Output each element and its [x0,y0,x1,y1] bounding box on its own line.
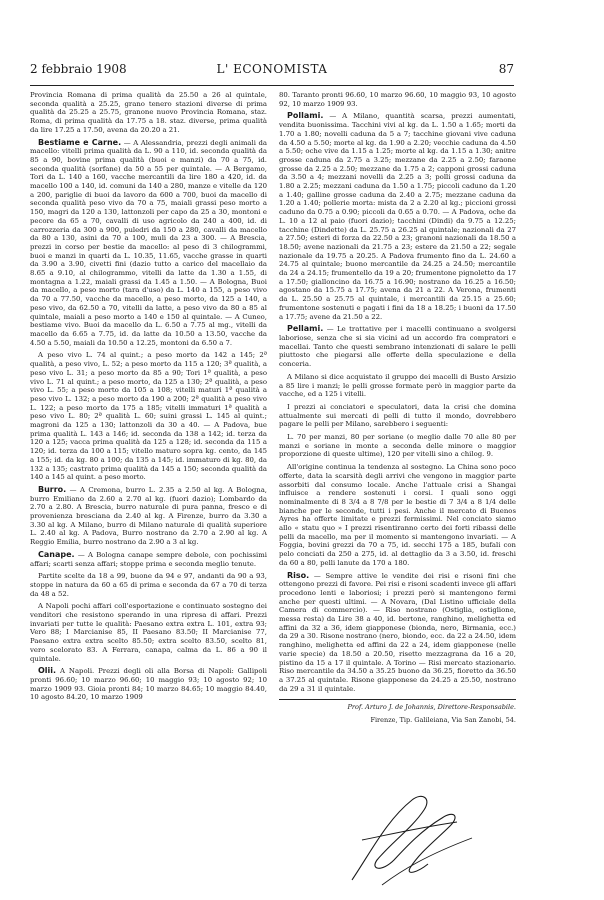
olii-paragraph [30,667,267,702]
pollami-text: — A Milano, quantità scarsa, prezzi aumentati, vendita buonissima. Tacchini vivi al kg. da L. 1.50 a 1.65; morti da 1.70 a 1.80; novelli caduna da 5 a 7; tacchine giovani vive caduna da 4.50 a 5.50; morte al kg. da 1.90 a 2.20; vecchie caduna da 4.50 a 5.50; oche vive da 1.15 a 1.25; morte al kg. da 1.15 a 1.30; anitre grosse caduna da 2.75 a 3.25; mezzane da 2.25 a 2.50; faraone grosse da 2.25 a 2.50; mezzane da 1.75 a 2; capponi grossi caduna da 3.50 a 4; mezzani novelli da 2.25 a 3; polli grossi caduna da 1.80 a 2.25; mezzani caduna da 1.50 a 1.75; piccoli caduno da 1.20 a 1.40; galline grosse caduna da 2.40 a 2.75; mezzane caduna da 1.20 a 1.40; pollerie morta: mista da 2 a 2.20 al kg.; piccioni grossi caduno da 0.75 a 0.90; piccoli da 0.65 a 0.70. — A Padova, oche da L. 10 a 12 al paio (fuori dazio); tacchini (Dindi) da 9.75 a 12.25; tacchine (Dindette) da L. 25.75 a 26.25 al quintale; nazionali da 27 a 27.50; esteri di forza da 22.50 a 23; granoni nazionali da 18.50 a 18.50; avene nazionali da 21.75 a 23; estere da 21.50 a 22; segale nazionale da 19.75 a 20.25. A Padova frumento fino da L. 24.60 a 24.75 al quintale; buono mercantile da 24.25 a 24.50; mercantile da 24 a 24.15; frumentello da 19 a 20; frumentone pignoletto da 17 a 17.50; gialloncino da 16.75 a 16.90; nostrano da 16.25 a 16.50; agostano da 15.75 a 17.75; avena da 21 a 22. A Verona, frumenti da L. 25.50 a 25.75 al quintale, i mercantili da 25.15 a 25.60; frumentone sostenuti e pagati i fini da 18 a 18.25; i buoni da 17.50 a 17.75; avene da 21.50 a 22. [279,112,516,321]
pellami-text: — Le trattative per i macelli continuano a svolgersi laboriose, senza che si sia vicini ad un accordo fra compratori e macellai. Tanto che questi sembrano intenzionati di salare le pelli piuttosto che piegarsi alle offerte della speculazione e della conceria. [279,325,517,369]
pellami-paragraph-2: A Milano si dice acquistato il gruppo dei macelli di Busto Arsizio a 85 lire i manzi; le pelli grosse formate però in maggior parte da vacche, ed a 125 i vitelli. [279,372,516,399]
right-column [279,91,516,729]
riso-paragraph [279,572,516,694]
header-date: 2 febbraio 1908 [30,62,127,76]
canape-text: — A Bologna canape sempre debole, con pochissimi affari; scarti senza affari; stoppe prima e seconda meglio tenute. [30,550,267,568]
pellami-paragraph-3: I prezzi ai conciatori e speculatori, data la crisi che domina attualmente sui mercati di pelli di tutto il mondo, dovrebbero pagare le pelli per Milano, sarebbero i seguenti: [279,402,516,429]
footer [279,699,516,724]
pollami-paragraph [279,112,516,321]
bestiame-text: — A Alessandria, prezzi degli animali da macello: vitelli prima qualità da L. 90 a 110, id. seconda qualità da 85 a 90, bovine prima qualità (buoi e manzi) da 70 a 75, id. seconda qualità (sorfane) da 50 a 55 per quintale. — A Bergamo, Tori da L. 140 a 160, vacche mercantili da lire 180 a 420, id. da macello 100 a 140, id. comuni da 140 a 280, manze e vitelle da 120 a 200, pariglie di buoi da lavoro da 600 a 700, buoi da macello di seconda qualità peso vivo da 70 a 75, maiali grassi peso morto a 150, magri da 120 a 130, lattonzoli per capo da 25 a 30, montoni e pecore da 65 a 70, cavalli di uso agricolo da 240 a 400, id. di carrozzeria da 300 a 900, puledri da 150 a 280, cavalli da macello da 80 a 130, asini da 70 a 100, muli da 23 a 300. — A Brescia, prezzi in corso per bestie da macello: al peso di 3 chilogrammi, buoi e manzi in quarti da L. 10.35, 11.65, vacche grasse in quarti da 3.90 a 3.90, civetti fini (dazio tutto a carico del macellaio da 8.65 a 9.10, al chilogrammo, vitelli da latte da 1.30 a 1.55, di montagna a 1.22, maiali grassi da 1.45 a 1.50. — A Bologna, Buoi da macello, a peso morto (tara d'uso) da L. 140 a 155, a peso vivo da 70 a 77.50, vacche da macello, a peso morto, da 125 a 140, a peso vivo, da 62.50 a 70, vitelli da latte, a peso vivo da 80 a 85 al quintale, maiali a peso morto a 140 e 150 al quintale. — A Cuneo, bestiame vivo. Buoi da macello da L. 6.50 a 7.75 al mg., vitelli da macello da 6.65 a 7.75, id. da latte da 10.50 a 13.50, vacche da 4.50 a 5.50, maiali da 10.50 a 12.25, montoni da 6.50 a 7. [30,138,267,347]
olii-text: A Napoli. Prezzi degli oli alla Borsa di Napoli: Gallipoli pronti 96.60; 10 marzo 96.60; 10 maggio 93; 10 agosto 92; 10 marzo 1909 93. Gioia pronti 84; 10 marzo 84.65; 10 maggio 84.40, 10 agosto 84.20, 10 marzo 1909 [30,667,267,702]
olii-continuation: 80. Taranto pronti 96.60, 10 marzo 96.60, 10 maggio 93, 10 agosto 92, 10 marzo 1909 93. [279,91,516,108]
pellami-paragraph-4: L. 70 per manzi, 80 per soriane (o meglio dalle 70 alle 80 per manzi e soriane in monte a seconda delle minore o maggior proporzione di queste ultime), 120 per vitelli sino a chilog. 9. [279,433,516,459]
handwritten-signature [332,780,482,890]
canape-paragraph-3: A Napoli pochi affari coll'esportazione e continuato sostegno dei venditori che resistono sperando in una ripresa di affari. Prezzi invariati per tutte le qualità: Paesano extra extra L. 101, extra 93; Vero 88; I Marcianise 85, II Paesano 83.50; II Marcianise 77, Paesano extra extra scelto 85.50; extra scelto 83.50, scelto 81, vero scelorato 83. A Ferrara, canapa, calma da L. 86 a 90 il quintale. [30,602,267,663]
canape-heading: Canape. [38,549,75,559]
bestiame-heading: Bestiame e Carne. [38,137,122,147]
riso-text: — Sempre attive le vendite dei risi e risoni fini che ottengono prezzi di favore. Pei risi e risoni scadenti invece gli affari procedono lenti e laboriosi; i prezzi però si mantengono fermi anche per questi ultimi. — A Novara, (Dal Listino ufficiale della Camera di commercio). — Riso nostrano (Ostiglia, ostiglione, messa resta) da Lire 38 a 40, id. bertone, ranghino, melighetta ed affini da 32 a 36, idem giapponese (bionda, nero, Birmania, ecc.) da 29 a 30. Risone nostrano (nero, biondo, ecc. da 22 a 24.50, idem ranghino, melighetta ed affini da 22 a 24, idem giapponese (nelle varie specie) da 18.50 a 20.50, risetto mezzagrana da 16 a 20, pistino da 15 a 17 il quintale. A Torino — Risi mercato stazionario. Riso mercantile da 34.50 a 35.25 buono da 36.25, fioretto da 36.50 a 37.25 al quintale. Risone giapponese da 24.25 a 25.50, nostrano da 29 a 31 il quintale. [279,571,516,693]
riso-heading: Riso. [287,570,310,580]
pollami-heading: Pollami. [287,111,324,121]
olii-heading: Olii. [38,666,57,676]
intro-paragraph: Provincia Romana di prima qualità da 25.50 a 26 al quintale, seconda qualità a 25.25, grano tenero stazioni diverse di prima qualità da 25.25 a 25.75, granone nuovo Provincia Romana, staz. Roma, di prima qualità da 17.75 a 18. staz. diverse, prima qualità da lire 17.25 a 17.50, avena da 20.20 a 21. [30,91,267,134]
header-rule [30,85,514,86]
page-number: 87 [498,62,514,76]
burro-text: — A Cremona, burro L. 2.35 a 2.50 al kg. A Bologna, burro Emiliano da 2.60 a 2.70 al kg. (fuori dazio); Lombardo da 2.70 a 2.80. A Brescia, burro naturale di pura panna, fresco e di provenienza bresciana da 2.40 al kg. A Firenze, burro da 3.30 a 3.30 al kg. A Milano, burro di Milano naturale di qualità superiore L. 2.40 al kg. A Padova, Burro nostrano da 2.70 a 2.90 al kg. A Reggio Emilia, burro nostrano da 2.90 a 3 al kg. [30,485,267,547]
canape-paragraph-2: Partite scelte da 18 a 99, buone da 94 e 97, andanti da 90 a 93, stoppe in natura da 60 a 65 di prima e seconda da 67 a 70 di terza da 48 a 52. [30,572,267,598]
burro-paragraph [30,486,267,547]
canape-paragraph [30,551,267,568]
pellami-paragraph [279,325,516,369]
pellami-heading: Pellami. [287,324,324,334]
pellami-paragraph-5: All'origine continua la tendenza al sostegno. La China sono poco offerte, data la scarsità degli arrivi che vengono in maggior parte assorbiti dal consumo locale. Anche l'attuale crisi a Shangai influisce a rendere sostenuti i corsi. I quali sono oggi nominalmente di 8 3/4 a 8 7/8 per le bestie di 7 3/4 a 8 1/4 delle bianche per le seconde, tutti i pesi. Anche il mercato di Buenos Ayres ha offerte limitate e prezzi fermissimi. Nel conciato siamo allo « statu quo » I prezzi risentiranno certo dei forti ribassi delle pelli da macello, ma per il momento si mantengono invariati. — A Foggia, bovini grezzi da 70 a 75, id. secchi 175 a 185, bufali con pelo conciati da 250 a 275, id. al dettaglio da 3 a 3.50, id. freschi da 60 a 80, pelli lanute da 170 a 180. [279,463,516,567]
burro-heading: Burro. [38,484,67,494]
header-title: L' ECONOMISTA [216,62,328,76]
bestiame-paragraph [30,139,267,348]
bestiame-paragraph-2: A peso vivo L. 74 al quint.; a peso morto da 142 a 145; 2ª qualità, a peso vivo, L. 52; a peso morto da 115 a 120; 3ª qualità, a peso vivo L. 31; a peso morto da 85 a 90; Tori 1ª qualità, a peso vivo L. 71 al quint.; a peso morto, da 125 a 130; 2ª qualità, a peso vivo L. 55; a peso morto da 105 a 108; vitelli maturi 1ª qualità a peso vivo L. 132; a peso morto da 190 a 200; 2ª qualità a peso vivo L. 122; a peso morto da 175 a 185; vitelli immaturi 1ª qualità a peso vivo L. 80; 2ª qualità L. 60; suini grassi L. 145 al quint.; magroni da 125 a 130; lattonzoli da 30 a 40. — A Padova, bue prima qualità L. 143 a 146; id. seconda da 138 a 142; id. terza da 120 a 125; vacca prima qualità da 125 a 128; id. seconda da 115 a 120; id. terza da 100 a 115; vitello maturo sopra kg. cento, da 145 a 155; id. da kg. 80 a 100; da 135 a 145; id. immaturo di kg. 80, da 132 a 135; castrato prima qualità da 145 a 150; seconda qualità da 140 a 145 al quint. a peso morto. [30,351,267,482]
printer-line: Firenze, Tip. Galileiana, Via San Zanobi, 54. [370,716,516,725]
editor-signature-line: Prof. Arturo J. de Johannis, Direttore-Responsabile. [347,703,516,712]
page-header [30,62,514,84]
left-column [30,91,267,706]
